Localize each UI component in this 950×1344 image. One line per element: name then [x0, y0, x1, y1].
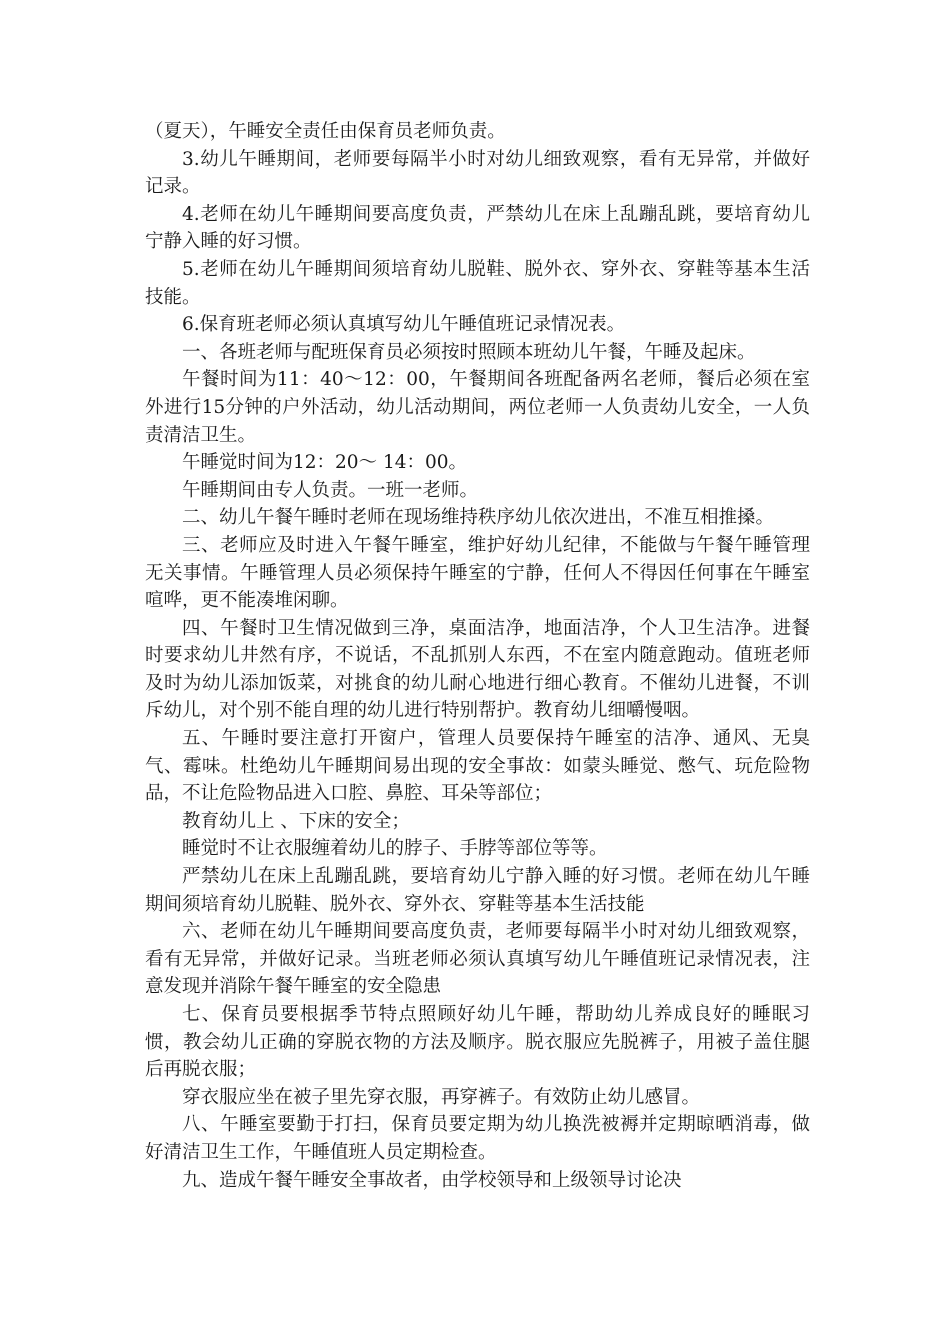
paragraph-summer-responsibility: （夏天），午睡安全责任由保育员老师负责。	[145, 121, 506, 142]
paragraph-rule-4: 4.老师在幼儿午睡期间要高度负责，严禁幼儿在床上乱蹦乱跳，要培育幼儿宁静入睡的好习惯。	[145, 203, 810, 253]
paragraph-section-5: 五、午睡时要注意打开窗户，管理人员要保持午睡室的洁净、通风、无臭气、霉味。杜绝幼儿午睡期间易出现的安全事故：如蒙头睡觉、憋气、玩危险物品，不让危险物品进入口腔、鼻腔、耳朵等部位；	[145, 728, 810, 805]
paragraph-rule-6: 6.保育班老师必须认真填写幼儿午睡值班记录情况表。	[182, 314, 626, 336]
paragraph-section-3: 三、老师应及时进入午餐午睡室，维护好幼儿纪律，不能做与午餐午睡管理无关事情。午睡管理人员必须保持午睡室的宁静，任何人不得因任何事在午睡室喧哗，更不能凑堆闲聊。	[145, 534, 810, 612]
paragraph-section-1: 一、各班老师与配班保育员必须按时照顾本班幼儿午餐，午睡及起床。	[182, 341, 756, 363]
document-body	[145, 118, 810, 1194]
paragraph-quiet-sleep: 严禁幼儿在床上乱蹦乱跳，要培育幼儿宁静入睡的好习惯。老师在幼儿午睡期间须培育幼儿脱鞋、脱外衣、穿外衣、穿鞋等基本生活技能	[145, 866, 810, 915]
paragraph-dressing-order: 穿衣服应坐在被子里先穿衣服，再穿裤子。有效防止幼儿感冒。	[182, 1086, 701, 1108]
paragraph-clothing-safety: 睡觉时不让衣服缠着幼儿的脖子、手脖等部位等等。	[182, 838, 608, 860]
paragraph-rule-3: 3.幼儿午睡期间，老师要每隔半小时对幼儿细致观察，看有无异常，并做好记录。	[145, 148, 810, 198]
paragraph-section-6: 六、老师在幼儿午睡期间要高度负责，老师要每隔半小时对幼儿细致观察，看有无异常，并做好记录。当班老师必须认真填写幼儿午睡值班记录情况表，注意发现并消除午餐午睡室的安全隐患	[145, 921, 810, 998]
paragraph-section-9: 九、造成午餐午睡安全事故者，由学校领导和上级领导讨论决	[182, 1169, 682, 1191]
paragraph-section-4: 四、午餐时卫生情况做到三净，桌面洁净，地面洁净，个人卫生洁净。进餐时要求幼儿井然有序，不说话，不乱抓别人东西，不在室内随意跑动。值班老师及时为幼儿添加饭菜，对挑食的幼儿耐心地进行细心教育。不催幼儿进餐，不训斥幼儿，对个别不能自理的幼儿进行特别帮护。教育幼儿细嚼慢咽。	[145, 617, 810, 722]
paragraph-section-8: 八、午睡室要勤于打扫，保育员要定期为幼儿换洗被褥并定期晾晒消毒，做好清洁卫生工作，午睡值班人员定期检查。	[145, 1114, 810, 1163]
paragraph-bed-safety: 教育幼儿上 、下床的安全；	[182, 810, 410, 832]
paragraph-section-2: 二、幼儿午餐午睡时老师在现场维持秩序幼儿依次进出，不准互相推搡。	[182, 507, 775, 529]
paragraph-lunch-time: 午餐时间为11：40～12：00，午餐期间各班配备两名老师，餐后必须在室外进行15分钟的户外活动，幼儿活动期间，两位老师一人负责幼儿安全，一人负责清洁卫生。	[145, 369, 810, 446]
paragraph-section-7: 七、保育员要根据季节特点照顾好幼儿午睡，帮助幼儿养成良好的睡眠习惯，教会幼儿正确的穿脱衣物的方法及顺序。脱衣服应先脱裤子，用被子盖住腿后再脱衣服；	[145, 1004, 810, 1081]
paragraph-rule-5: 5.老师在幼儿午睡期间须培育幼儿脱鞋、脱外衣、穿外衣、穿鞋等基本生活技能。	[145, 258, 810, 308]
paragraph-nap-time: 午睡觉时间为12：20～ 14：00。	[182, 452, 468, 474]
paragraph-nap-supervision: 午睡期间由专人负责。一班一老师。	[182, 479, 479, 501]
